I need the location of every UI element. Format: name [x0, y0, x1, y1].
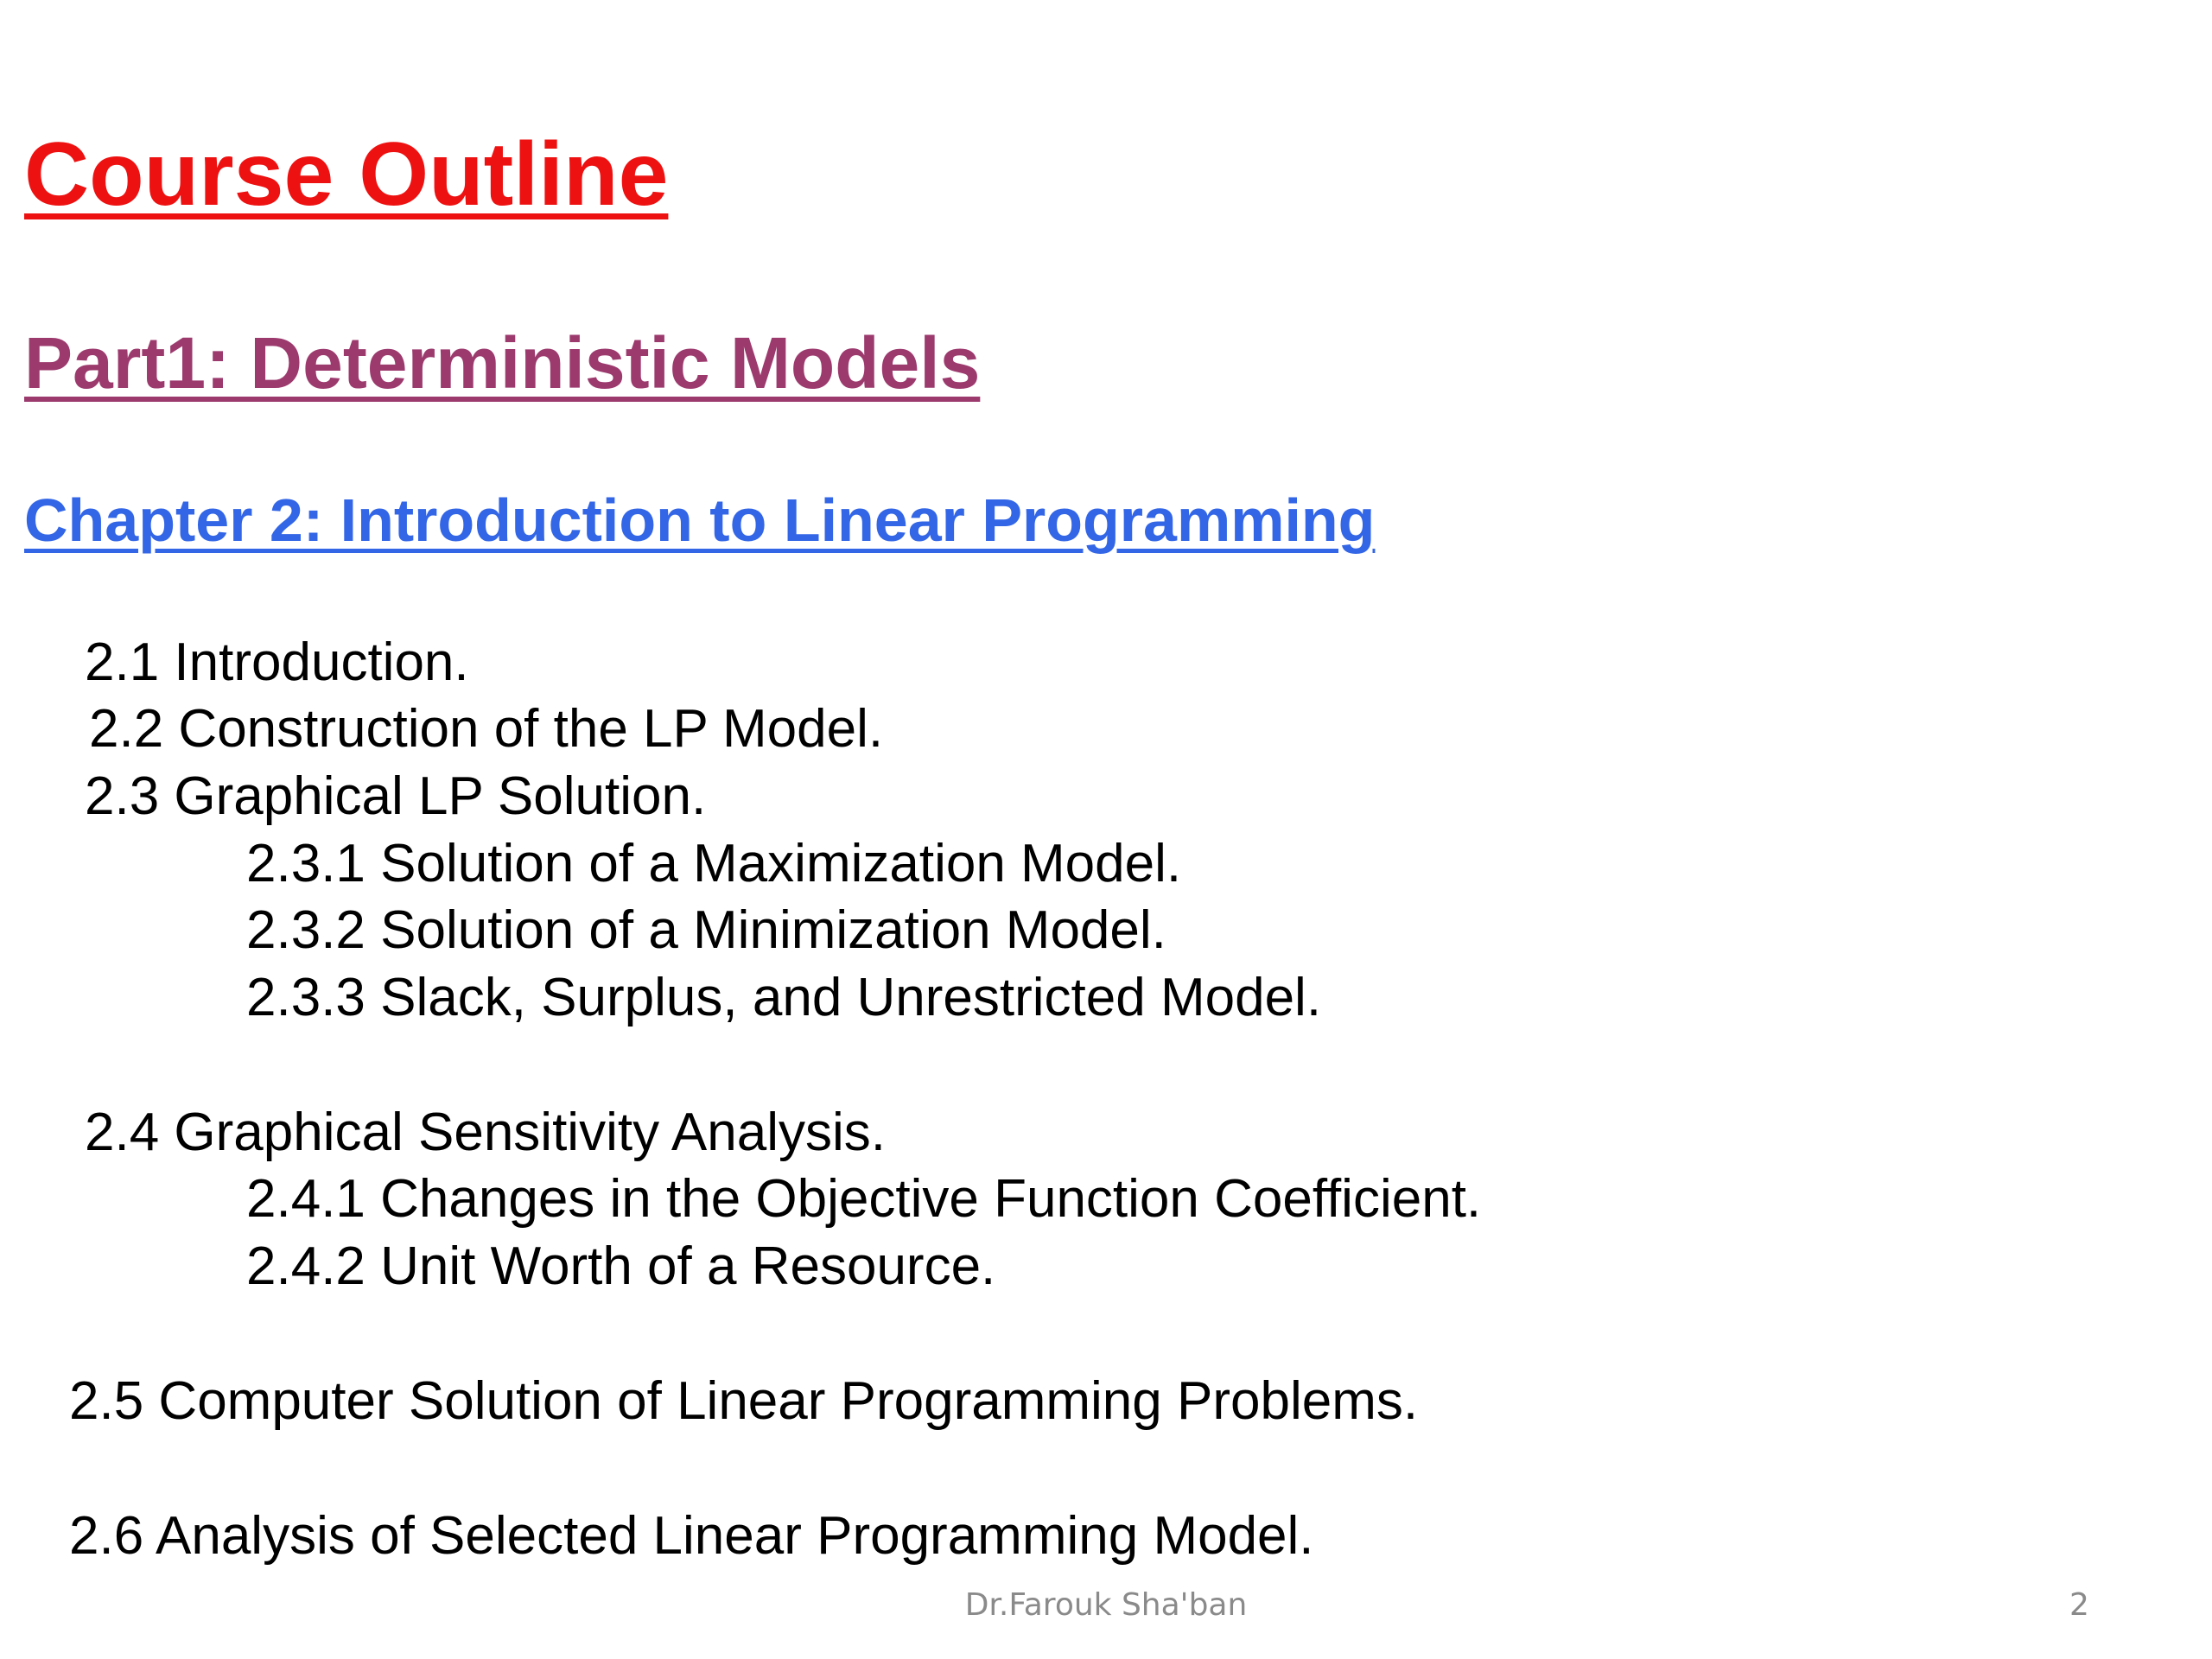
outline-item-2-4-1: 2.4.1 Changes in the Objective Function Coefficient.	[246, 1169, 1482, 1229]
outline-item-2-1: 2.1 Introduction.	[85, 632, 469, 692]
outline-item-2-4-2: 2.4.2 Unit Worth of a Resource.	[246, 1236, 996, 1296]
page-number: 2	[2069, 1587, 2089, 1623]
outline-item-2-5: 2.5 Computer Solution of Linear Programming Problems.	[69, 1371, 1419, 1431]
outline-item-2-6: 2.6 Analysis of Selected Linear Programming Model.	[69, 1506, 1314, 1566]
outline-item-2-3-1: 2.3.1 Solution of a Maximization Model.	[246, 834, 1182, 893]
course-outline-title: Course Outline	[24, 124, 669, 225]
footer-author: Dr.Farouk Sha'ban	[964, 1587, 1248, 1623]
outline-item-2-3: 2.3 Graphical LP Solution.	[85, 766, 707, 826]
outline-item-2-4: 2.4 Graphical Sensitivity Analysis.	[85, 1103, 886, 1162]
outline-item-2-3-3: 2.3.3 Slack, Surplus, and Unrestricted Model.	[246, 968, 1322, 1027]
part-heading: Part1: Deterministic Models	[24, 322, 981, 404]
outline-item-2-3-2: 2.3.2 Solution of a Minimization Model.	[246, 900, 1166, 960]
outline-item-2-2: 2.2 Construction of the LP Model.	[89, 699, 884, 759]
chapter-heading: Chapter 2: Introduction to Linear Programming	[24, 486, 1376, 554]
